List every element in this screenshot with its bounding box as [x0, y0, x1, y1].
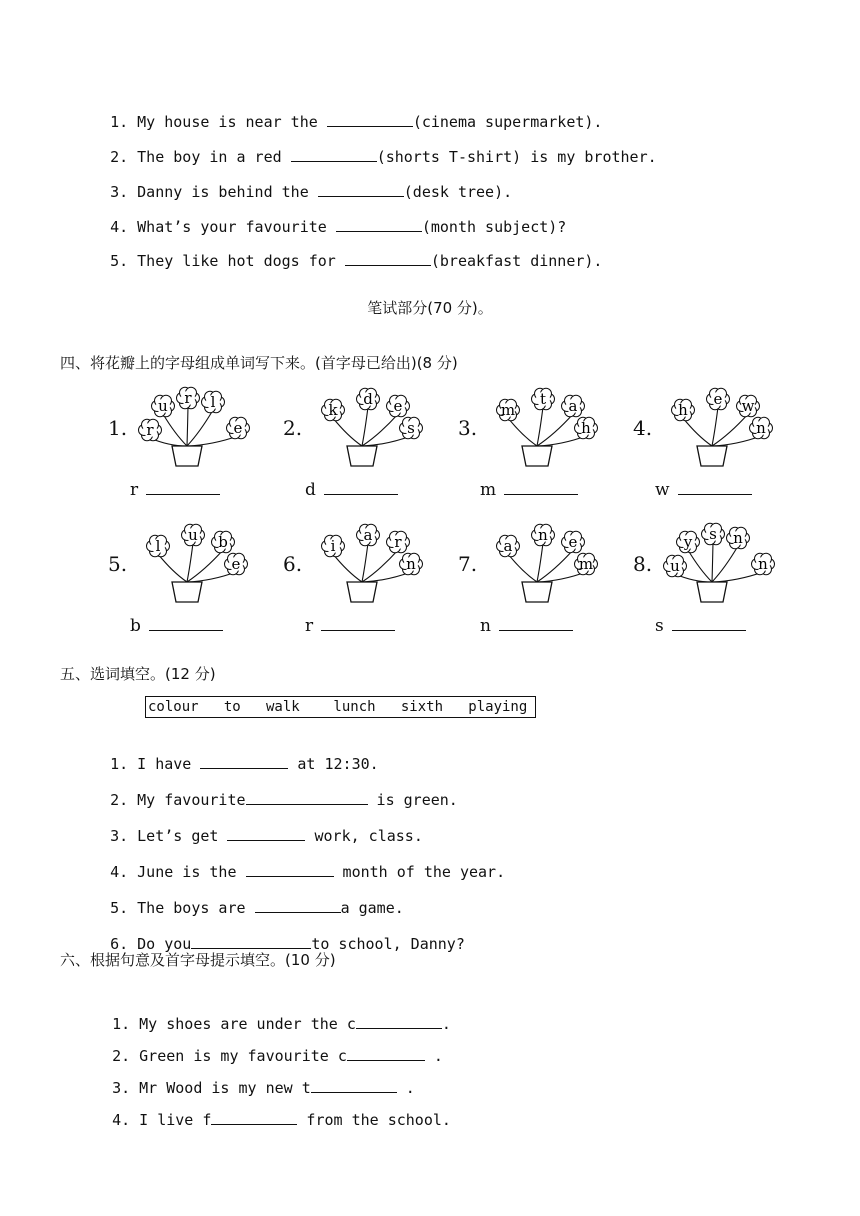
svg-text:i: i — [330, 537, 336, 555]
svg-text:m: m — [500, 401, 516, 419]
petal-letter — [400, 553, 423, 574]
svg-text:m: m — [578, 555, 594, 573]
section5-title: 五、选词填空。(12 分) — [60, 665, 216, 683]
petal-letter — [357, 524, 380, 545]
svg-text:u: u — [188, 526, 198, 544]
petal-letter — [387, 395, 410, 416]
s3-item-3-options: (desk tree). — [403, 183, 513, 201]
s5-item-2 — [92, 770, 458, 810]
petal-letter — [225, 553, 248, 574]
flower-answer-2 — [305, 480, 398, 500]
flower-pot-illustration — [633, 384, 783, 474]
flower-pot-illustration — [458, 384, 608, 474]
s5-item-3-tail: work, class. — [305, 827, 423, 845]
s6-item-4-text: 4. I live f — [112, 1111, 212, 1129]
flower-2 — [283, 384, 433, 480]
s5-item-6-text: 6. Do you — [110, 935, 192, 953]
petal-letter — [212, 531, 235, 552]
s5-item-1-tail: at 12:30. — [288, 755, 379, 773]
flower-pot-illustration — [108, 520, 258, 610]
s6-item-4-blank[interactable] — [211, 1110, 297, 1125]
first-letter-hint: r — [305, 616, 314, 636]
svg-text:t: t — [539, 390, 547, 408]
s6-item-1-tail: . — [441, 1015, 451, 1033]
s5-item-3-text: 3. Let’s get — [110, 827, 228, 845]
svg-text:n: n — [758, 555, 768, 573]
svg-text:e: e — [231, 555, 241, 573]
s5-item-5 — [92, 878, 404, 918]
svg-text:e: e — [713, 390, 723, 408]
svg-text:a: a — [363, 526, 373, 544]
flower-pot-illustration — [458, 520, 608, 610]
petal-letter — [497, 399, 520, 420]
s5-item-3 — [92, 806, 423, 846]
petal-letter — [387, 531, 410, 552]
svg-text:a: a — [568, 397, 578, 415]
answer-blank[interactable] — [146, 480, 220, 495]
s5-item-4-blank[interactable] — [246, 862, 334, 877]
flower-4 — [633, 384, 783, 480]
flower-number: 5. — [108, 552, 128, 576]
s3-item-5 — [92, 231, 602, 271]
s3-item-5-blank[interactable] — [345, 251, 431, 266]
petal-letter — [562, 531, 585, 552]
svg-text:h: h — [678, 401, 688, 419]
written-part-title: 笔试部分(70 分)。 — [367, 299, 493, 317]
flower-answer-5 — [130, 616, 223, 636]
svg-text:e: e — [233, 419, 243, 437]
section4-title: 四、将花瓣上的字母组成单词写下来。(首字母已给出)(8 分) — [60, 354, 458, 372]
s3-item-1-options: (cinema supermarket). — [412, 113, 603, 131]
s6-item-2-tail: . — [424, 1047, 443, 1065]
petal-letter — [737, 395, 760, 416]
petal-letter — [677, 531, 700, 552]
petal-letter — [664, 555, 687, 576]
svg-text:e: e — [568, 533, 578, 551]
s3-item-5-text: 5. They like hot dogs for — [110, 252, 345, 270]
flower-3 — [458, 384, 608, 480]
svg-text:a: a — [503, 537, 513, 555]
s6-item-4 — [94, 1090, 451, 1130]
s5-item-5-text: 5. The boys are — [110, 899, 255, 917]
s5-item-1 — [92, 734, 379, 774]
flower-number: 6. — [283, 552, 303, 576]
first-letter-hint: d — [305, 480, 316, 500]
svg-text:w: w — [741, 397, 755, 415]
s3-item-2-blank[interactable] — [291, 147, 377, 162]
flower-number: 2. — [283, 416, 303, 440]
petal-letter — [182, 524, 205, 545]
flower-answer-7 — [480, 616, 573, 636]
answer-blank[interactable] — [678, 480, 752, 495]
flower-number: 1. — [108, 416, 128, 440]
petal-letter — [177, 387, 200, 408]
section6-title: 六、根据句意及首字母提示填空。(10 分) — [60, 951, 336, 969]
s3-item-3 — [92, 162, 512, 202]
s5-item-6 — [92, 914, 465, 954]
s6-item-2-text: 2. Green is my favourite c — [112, 1047, 347, 1065]
s5-item-4 — [92, 842, 505, 882]
s5-item-5-blank[interactable] — [255, 898, 341, 913]
svg-text:n: n — [756, 419, 766, 437]
svg-text:n: n — [538, 526, 548, 544]
flower-number: 7. — [458, 552, 478, 576]
s3-item-1 — [92, 92, 602, 132]
flower-1 — [108, 384, 258, 480]
s5-item-1-text: 1. I have — [110, 755, 201, 773]
flower-pot-illustration — [108, 384, 258, 474]
flower-number: 8. — [633, 552, 653, 576]
flower-number: 3. — [458, 416, 478, 440]
petal-letter — [702, 523, 725, 544]
petal-letter — [322, 399, 345, 420]
first-letter-hint: w — [655, 480, 670, 500]
flower-pot-illustration — [633, 520, 783, 610]
petal-letter — [575, 553, 598, 574]
petal-letter — [497, 535, 520, 556]
s3-item-2 — [92, 127, 657, 167]
s3-item-2-text: 2. The boy in a red — [110, 148, 291, 166]
svg-text:r: r — [146, 421, 154, 439]
s3-item-4-blank[interactable] — [336, 217, 422, 232]
petal-letter — [139, 419, 162, 440]
first-letter-hint: n — [480, 616, 491, 636]
first-letter-hint: b — [130, 616, 141, 636]
s5-item-4-text: 4. June is the — [110, 863, 246, 881]
petal-letter — [672, 399, 695, 420]
svg-text:h: h — [581, 419, 591, 437]
answer-blank[interactable] — [672, 616, 746, 631]
answer-blank[interactable] — [149, 616, 223, 631]
svg-text:r: r — [394, 533, 402, 551]
petal-letter — [202, 391, 225, 412]
first-letter-hint: r — [130, 480, 139, 500]
petal-letter — [227, 417, 250, 438]
svg-text:n: n — [733, 529, 743, 547]
svg-text:r: r — [184, 389, 192, 407]
flower-answer-6 — [305, 616, 395, 636]
s5-item-2-blank[interactable] — [246, 790, 368, 805]
s5-item-6-tail: to school, Danny? — [311, 935, 465, 953]
first-letter-hint: s — [655, 616, 664, 636]
svg-text:y: y — [683, 533, 693, 551]
s3-item-5-options: (breakfast dinner). — [430, 252, 603, 270]
s5-item-4-tail: month of the year. — [333, 863, 506, 881]
svg-text:s: s — [407, 419, 415, 437]
flower-pot-illustration — [283, 384, 433, 474]
petal-letter — [357, 388, 380, 409]
svg-text:s: s — [709, 525, 717, 543]
petal-letter — [147, 535, 170, 556]
s3-item-1-blank[interactable] — [327, 112, 413, 127]
s5-item-2-tail: is green. — [367, 791, 458, 809]
s3-item-2-options: (shorts T-shirt) is my brother. — [376, 148, 657, 166]
s3-item-4-options: (month subject)? — [421, 218, 567, 236]
flower-pot-illustration — [283, 520, 433, 610]
flower-answer-4 — [655, 480, 752, 500]
answer-blank[interactable] — [324, 480, 398, 495]
s6-item-3-tail: . — [396, 1079, 415, 1097]
petal-letter — [562, 395, 585, 416]
petal-letter — [750, 417, 773, 438]
petal-letter — [727, 527, 750, 548]
flower-6 — [283, 520, 433, 616]
svg-text:l: l — [210, 393, 216, 411]
petal-letter — [532, 388, 555, 409]
s5-item-1-blank[interactable] — [200, 754, 288, 769]
petal-letter — [322, 535, 345, 556]
flower-7 — [458, 520, 608, 616]
svg-text:d: d — [363, 390, 373, 408]
answer-blank[interactable] — [321, 616, 395, 631]
s6-item-4-tail: from the school. — [297, 1111, 451, 1129]
s5-item-2-text: 2. My favourite — [110, 791, 246, 809]
svg-text:n: n — [406, 555, 416, 573]
s3-item-3-text: 3. Danny is behind the — [110, 183, 318, 201]
petal-letter — [752, 553, 775, 574]
svg-text:k: k — [328, 401, 338, 419]
flower-answer-8 — [655, 616, 746, 636]
s6-item-3-text: 3. Mr Wood is my new t — [112, 1079, 311, 1097]
svg-text:l: l — [155, 537, 161, 555]
flower-number: 4. — [633, 416, 653, 440]
petal-letter — [532, 524, 555, 545]
s5-item-5-tail: a game. — [340, 899, 404, 917]
s5-item-6-blank[interactable] — [191, 934, 311, 949]
first-letter-hint: m — [480, 480, 497, 500]
flower-answer-3 — [480, 480, 578, 500]
petal-letter — [707, 388, 730, 409]
flower-8 — [633, 520, 783, 616]
flower-answer-1 — [130, 480, 220, 500]
s3-item-1-text: 1. My house is near the — [110, 113, 327, 131]
petal-letter — [575, 417, 598, 438]
svg-text:u: u — [158, 397, 168, 415]
s5-item-3-blank[interactable] — [227, 826, 305, 841]
word-bank: colour to walk lunch sixth playing — [145, 696, 536, 718]
petal-letter — [152, 395, 175, 416]
svg-text:u: u — [670, 557, 680, 575]
flower-5 — [108, 520, 258, 616]
petal-letter — [400, 417, 423, 438]
answer-blank[interactable] — [504, 480, 578, 495]
s3-item-4-text: 4. What’s your favourite — [110, 218, 336, 236]
s6-item-1-text: 1. My shoes are under the c — [112, 1015, 356, 1033]
s3-item-3-blank[interactable] — [318, 182, 404, 197]
svg-text:b: b — [218, 533, 228, 551]
answer-blank[interactable] — [499, 616, 573, 631]
svg-text:e: e — [393, 397, 403, 415]
